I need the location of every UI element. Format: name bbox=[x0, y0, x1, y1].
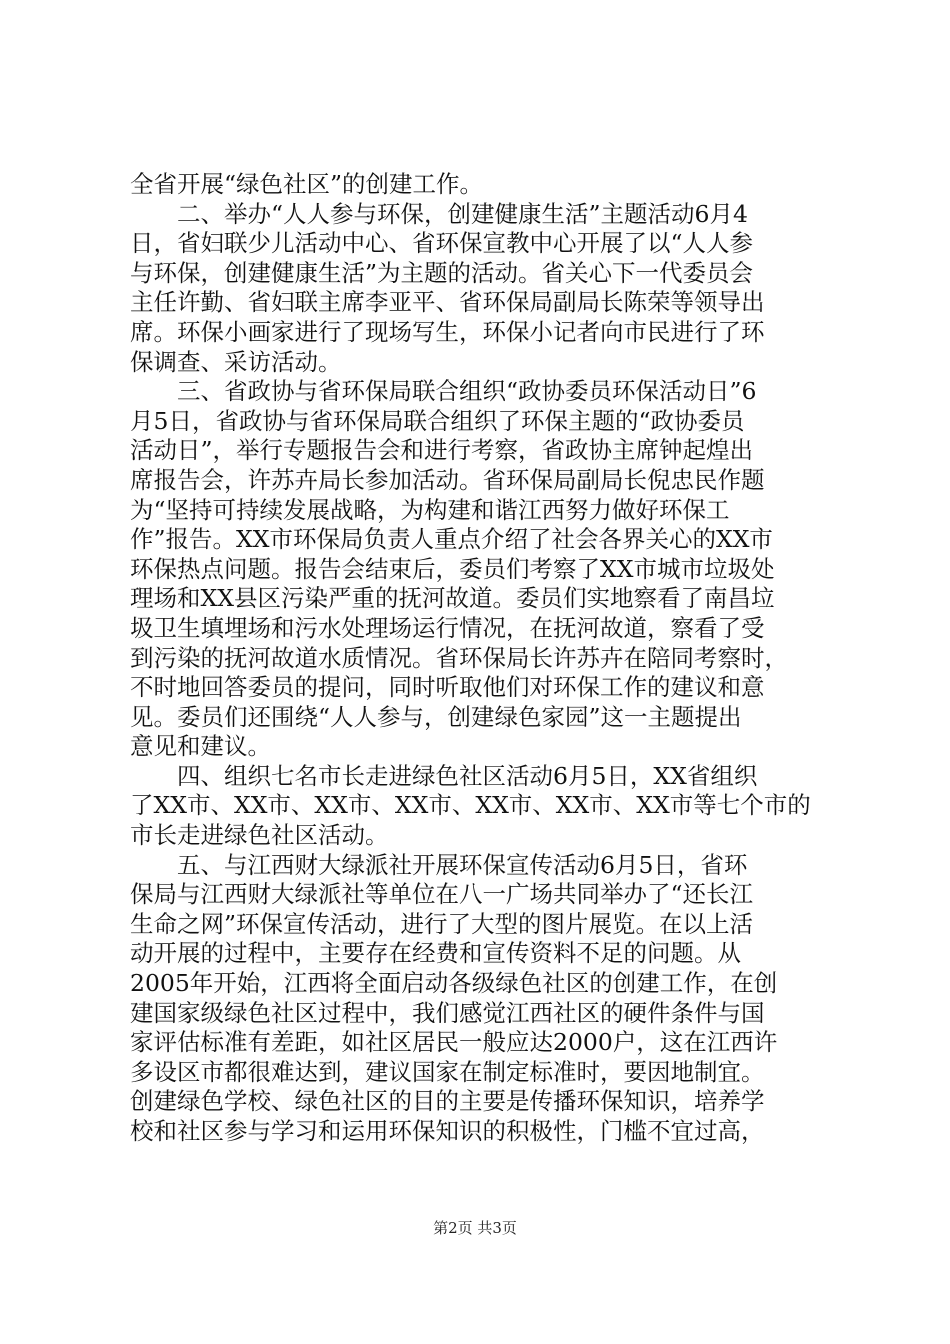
text-line: 见。委员们还围绕“人人参与，创建绿色家园”这一主题提出 bbox=[130, 702, 742, 731]
text-line: 为“坚持可持续发展战略，为构建和谐江西努力做好环保工 bbox=[130, 495, 730, 524]
text-line: 主任许勤、省妇联主席李亚平、省环保局副局长陈荣等领导出 bbox=[130, 288, 765, 317]
text-line: 三、省政协与省环保局联合组织“政协委员环保活动日”6 bbox=[177, 377, 757, 406]
text-line: 与环保，创建健康生活”为主题的活动。省关心下一代委员会 bbox=[130, 258, 754, 287]
text-line: 不时地回答委员的提问，同时听取他们对环保工作的建议和意 bbox=[130, 673, 765, 702]
text-line: 席报告会，许苏卉局长参加活动。省环保局副局长倪忠民作题 bbox=[130, 465, 765, 494]
text-line: 环保热点问题。报告会结束后，委员们考察了XX市城市垃圾处 bbox=[130, 554, 775, 583]
text-line: 保局与江西财大绿派社等单位在八一广场共同举办了“还长江 bbox=[130, 880, 754, 909]
text-line: 校和社区参与学习和运用环保知识的积极性，门槛不宜过高， bbox=[130, 1117, 765, 1145]
text-line: 保调查、采访活动。 bbox=[130, 347, 342, 376]
text-line: 创建绿色学校、绿色社区的目的主要是传播环保知识，培养学 bbox=[130, 1087, 765, 1116]
text-line: 圾卫生填埋场和污水处理场运行情况，在抚河故道，察看了受 bbox=[130, 613, 765, 642]
text-line: 动开展的过程中，主要存在经费和宣传资料不足的问题。从 bbox=[130, 939, 741, 968]
text-line: 2005年开始，江西将全面启动各级绿色社区的创建工作，在创 bbox=[130, 969, 778, 998]
text-line: 席。环保小画家进行了现场写生，环保小记者向市民进行了环 bbox=[130, 317, 765, 346]
text-line: 五、与江西财大绿派社开展环保宣传活动6月5日，省环 bbox=[177, 850, 748, 879]
document-body bbox=[130, 170, 830, 1147]
text-line: 全省开展“绿色社区”的创建工作。 bbox=[130, 170, 484, 198]
text-line: 了XX市、XX市、XX市、XX市、XX市、XX市、XX市等七个市的 bbox=[130, 791, 811, 820]
text-line: 意见和建议。 bbox=[130, 732, 271, 761]
text-line: 家评估标准有差距，如社区居民一般应达2000户，这在江西许 bbox=[130, 1028, 778, 1057]
text-line: 月5日，省政协与省环保局联合组织了环保主题的“政协委员 bbox=[130, 406, 745, 435]
page-number-footer: 第2页 共3页 bbox=[433, 1219, 517, 1237]
text-line: 作”报告。XX市环保局负责人重点介绍了社会各界关心的XX市 bbox=[130, 525, 773, 554]
text-line: 活动日”，举行专题报告会和进行考察，省政协主席钟起煌出 bbox=[130, 436, 754, 465]
text-line: 二、举办“人人参与环保，创建健康生活”主题活动6月4 bbox=[177, 199, 748, 228]
text-line: 理场和XX县区污染严重的抚河故道。委员们实地察看了南昌垃 bbox=[130, 584, 775, 613]
text-line: 市长走进绿色社区活动。 bbox=[130, 821, 389, 850]
text-line: 到污染的抚河故道水质情况。省环保局长许苏卉在陪同考察时， bbox=[130, 643, 788, 672]
text-line: 日，省妇联少儿活动中心、省环保宣教中心开展了以“人人参 bbox=[130, 229, 754, 258]
text-line: 生命之网”环保宣传活动，进行了大型的图片展览。在以上活 bbox=[130, 909, 754, 938]
text-line: 四、组织七名市长走进绿色社区活动6月5日，XX省组织 bbox=[177, 761, 758, 790]
text-line: 建国家级绿色社区过程中，我们感觉江西社区的硬件条件与国 bbox=[130, 998, 765, 1027]
text-line: 多设区市都很难达到，建议国家在制定标准时，要因地制宜。 bbox=[130, 1057, 765, 1086]
